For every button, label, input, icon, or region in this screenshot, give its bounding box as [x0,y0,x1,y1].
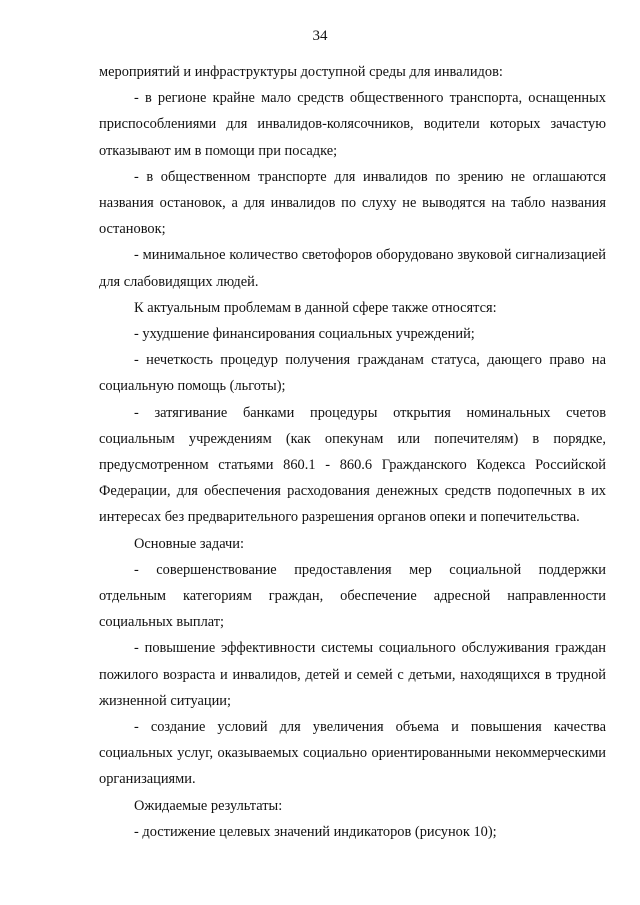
paragraph-task-ngo: - создание условий для увеличения объема и повышения качества социальных услуг, оказываемых социально ориентированными некоммерческими организациями. [99,719,606,788]
paragraph-transport: - в регионе крайне мало средств общественного транспорта, оснащенных приспособлениями для инвалидов-колясочников, водители которых зачастую отказывают им в помощи при посадке; [99,90,606,159]
paragraph-traffic-lights: - минимальное количество светофоров оборудовано звуковой сигнализацией для слабовидящих людей. [99,247,606,290]
paragraph-problems-intro: К актуальным проблемам в данной сфере также относятся: [134,299,497,316]
paragraph-procedures: - нечеткость процедур получения гражданам статуса, дающего право на социальную помощь (льготы); [99,352,606,395]
paragraph-bank-accounts: - затягивание банками процедуры открытия номинальных счетов социальным учреждениям (как опекунам или попечителям) в порядке, предусмотренном статьями 860.1 - 860.6 Гражданского Кодекса Российской Федерации, для обеспечения расходования денежных средств подопечных в их интересах без предварительного разрешения органов опеки и попечительства. [99,404,606,526]
paragraph-stops: - в общественном транспорте для инвалидов по зрению не оглашаются названия остановок, а для инвалидов по слуху не выводятся на табло названия остановок; [99,168,606,238]
paragraph-result-indicators: - достижение целевых значений индикаторов (рисунок 10); [134,823,497,840]
paragraph-continuation: мероприятий и инфраструктуры доступной среды для инвалидов: [99,64,503,80]
paragraph-task-support: - совершенствование предоставления мер социальной поддержки отдельным категориям граждан, обеспечение адресной направленности социальных выплат; [99,561,606,631]
paragraph-financing: - ухудшение финансирования социальных учреждений; [134,326,475,343]
paragraph-results-heading: Ожидаемые результаты: [134,797,283,814]
paragraph-tasks-heading: Основные задачи: [134,535,244,552]
page-number: 34 [312,28,328,44]
paragraph-task-efficiency: - повышение эффективности системы социального обслуживания граждан пожилого возраста и инвалидов, детей и семей с детьми, находящихся в трудной жизненной ситуации; [99,640,606,709]
document-body [99,59,606,845]
